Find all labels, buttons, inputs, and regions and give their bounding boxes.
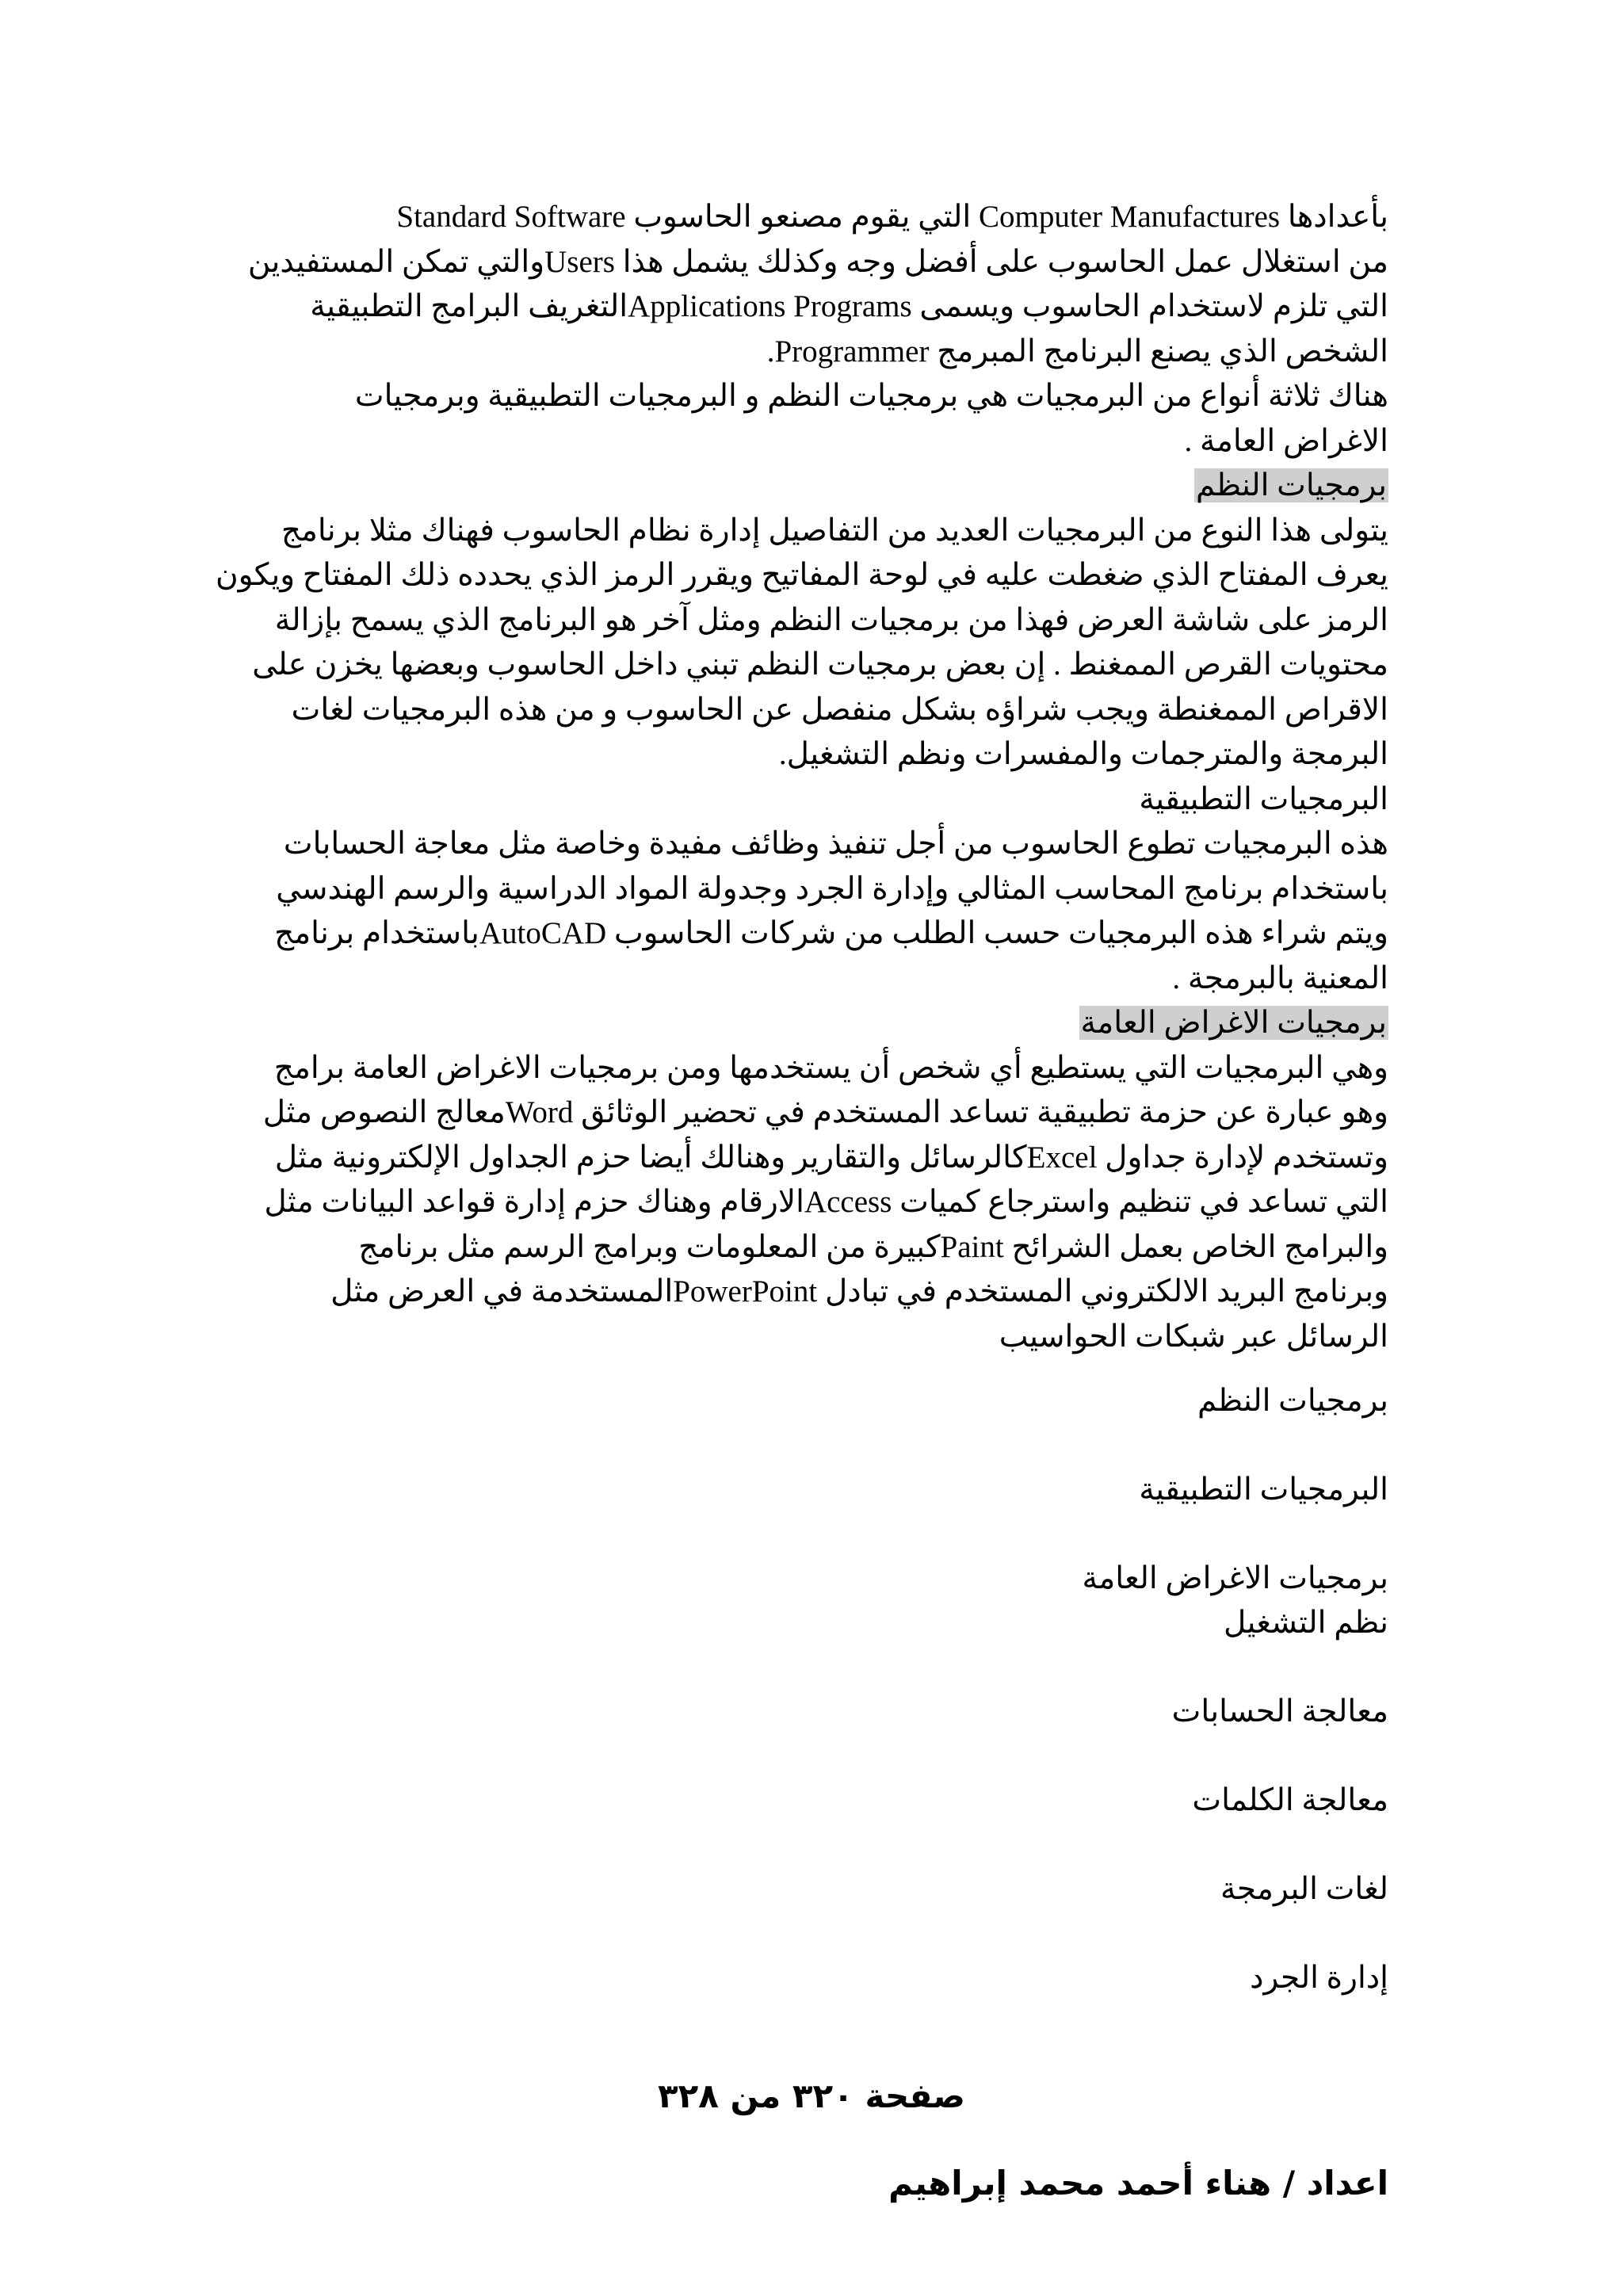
paragraph-line: ويتم شراء هذه البرمجيات حسب الطلب من شركات الحاسوب AutoCADباستخدام برنامج [274,916,1388,950]
heading-highlight: برمجيات الاغراض العامة [1080,1006,1387,1040]
heading-highlight: برمجيات النظم [1196,468,1387,502]
paragraph-line: محتويات القرص الممغنط . إن بعض برمجيات النظم تبني داخل الحاسوب وبعضها يخزن على [252,648,1388,682]
paragraph-line: وهي البرمجيات التي يستطيع أي شخص أن يستخدمها ومن برمجيات الاغراض العامة برامج [273,1050,1388,1085]
section-heading-general-purpose-software [238,1001,1388,1046]
list-item: معالجة الكلمات [1192,1783,1388,1817]
term-list [238,1379,1388,2045]
paragraph-line: البرمجة والمترجمات والمفسرات ونظم التشغيل. [778,737,1388,771]
paragraph-line: وبرنامج البريد الالكتروني المستخدم في تبادل PowerPointالمستخدمة في العرض مثل [330,1274,1388,1308]
list-item: برمجيات النظم [1197,1384,1388,1418]
paragraph-line: الاغراض العامة . [1184,423,1388,458]
paragraph-line: هذه البرمجيات تطوع الحاسوب من أجل تنفيذ وظائف مفيدة وخاصة مثل معاجة الحسابات [283,827,1388,861]
paragraph-line: يتولى هذا النوع من البرمجيات العديد من التفاصيل إدارة نظام الحاسوب فهناك مثلا برنامج [281,513,1388,548]
list-item: معالجة الحسابات [1171,1694,1388,1729]
paragraph-line: هناك ثلاثة أنواع من البرمجيات هي برمجيات النظم و البرمجيات التطبيقية وبرمجيات [354,379,1388,413]
paragraph-line: الرسائل عبر شبكات الحواسيب [999,1319,1388,1354]
list-item: إدارة الجرد [1250,1961,1388,1995]
paragraph-line: التي تلزم لاستخدام الحاسوب ويسمى Applications Programsالتغريف البرامج التطبيقية [310,289,1388,323]
document-body [216,195,1388,1359]
paragraph-line: والبرامج الخاص بعمل الشرائح Paintكبيرة من المعلومات وبرامج الرسم مثل برنامج [358,1229,1388,1264]
paragraph-line: وهو عبارة عن حزمة تطبيقية تساعد المستخدم في تحضير الوثائق Wordمعالج النصوص مثل [262,1095,1388,1129]
section-heading-application-software: البرمجيات التطبيقية [1139,781,1388,816]
section-heading-system-software [238,464,1388,509]
paragraph-line: يعرف المفتاح الذي ضغطت عليه في لوحة المفاتيح ويقرر الرمز الذي يحدده ذلك المفتاح ويكون [216,558,1388,592]
list-item: البرمجيات التطبيقية [1139,1473,1388,1507]
list-item: لغات البرمجة [1220,1872,1388,1906]
paragraph-line: الاقراص الممغنطة ويجب شراؤه بشكل منفصل عن الحاسوب و من هذه البرمجيات لغات [291,692,1388,727]
paragraph-line: بأعدادها Computer Manufactures التي يقوم مصنعو الحاسوب Standard Software [396,200,1388,234]
paragraph-line: التي تساعد في تنظيم واسترجاع كميات Accessالارقام وهناك حزم إدارة قواعد البيانات مثل [264,1185,1388,1219]
paragraph-line: الشخص الذي يصنع البرنامج المبرمج Programmer. [766,334,1388,369]
list-item: نظم التشغيل [1224,1606,1388,1640]
list-item: برمجيات الاغراض العامة [1082,1561,1388,1595]
paragraph-line: وتستخدم لإدارة جداول Excelكالرسائل والتقارير وهنالك أيضا حزم الجداول الإلكترونية مثل [274,1140,1388,1175]
paragraph-line: من استغلال عمل الحاسوب على أفضل وجه وكذلك يشمل هذا Usersوالتي تمكن المستفيدين [247,244,1388,279]
author-credit: اعداد / هناء أحمد محمد إبراهيم [888,2164,1388,2202]
page-number: صفحة ٣٢٠ من ٣٢٨ [657,2076,966,2115]
paragraph-line: المعنية بالبرمجة . [1172,961,1388,995]
paragraph-line: باستخدام برنامج المحاسب المثالي وإدارة الجرد وجدولة المواد الدراسية والرسم الهندسي [276,871,1388,906]
paragraph-line: الرمز على شاشة العرض فهذا من برمجيات النظم ومثل آخر هو البرنامج الذي يسمح بإزالة [274,602,1388,637]
